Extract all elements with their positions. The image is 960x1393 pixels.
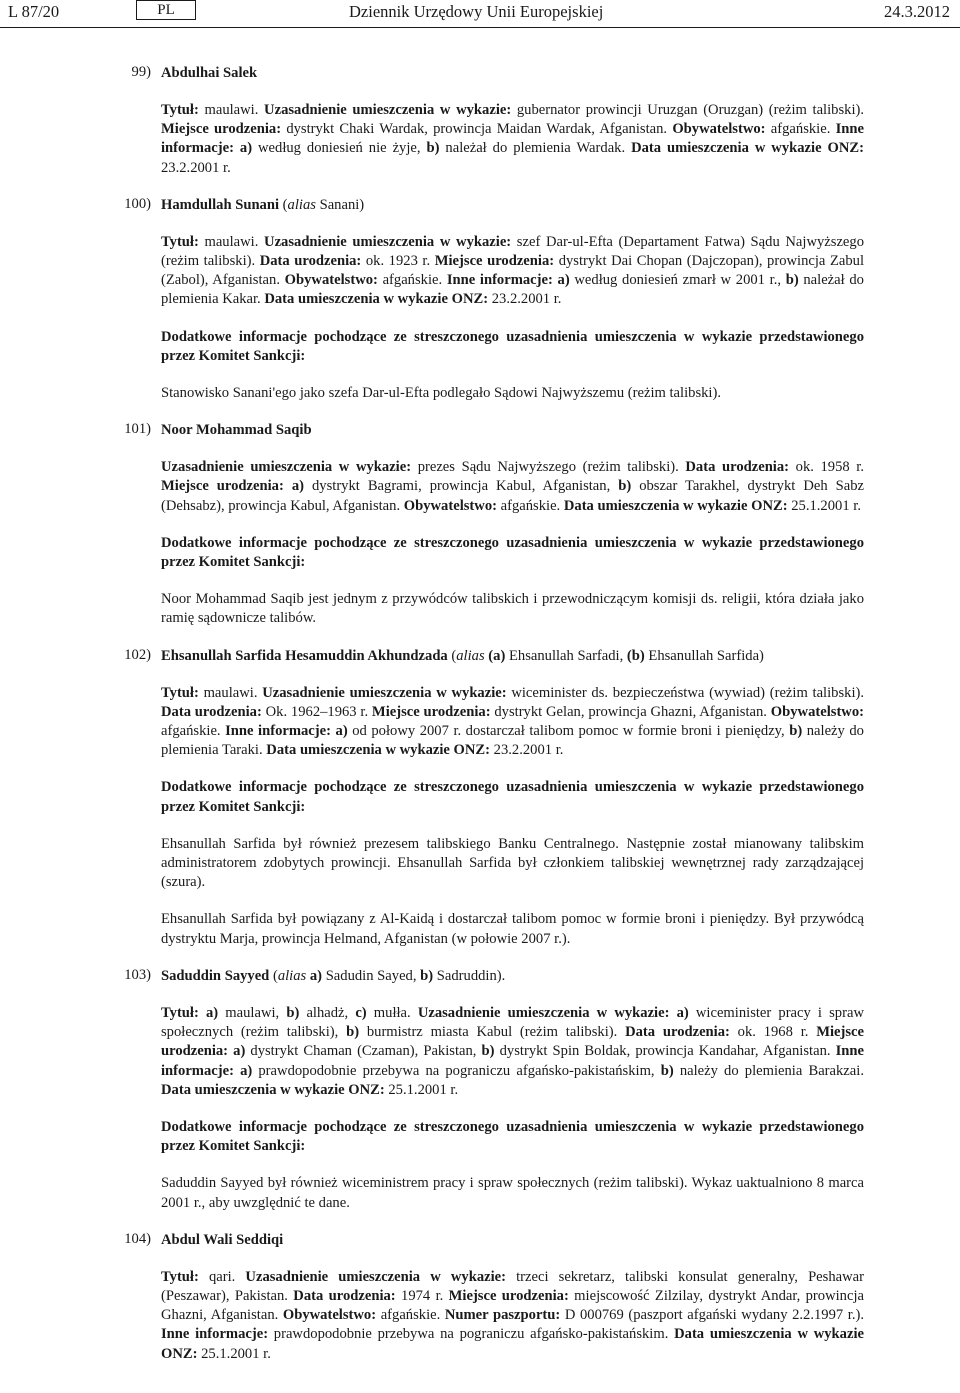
entry-alias: (alias Sanani) [279, 196, 365, 213]
entry-name-text: Abdulhai Salek [161, 65, 258, 81]
entry-number: 99) [131, 64, 151, 80]
entry-paragraph: Dodatkowe informacje pochodzące ze streszczonego uzasadnienia umieszczenia w wykazie przedstawionego przez Komitet Sankcji: [161, 1118, 864, 1155]
entry-name [161, 967, 960, 986]
list-entry [0, 64, 960, 178]
entry-paragraph: Tytuł: maulawi. Uzasadnienie umieszczenia w wykazie: gubernator prowincji Uruzgan (Oruzgan) (reżim talibski). Miejsce urodzenia: dystrykt Chaki Wardak, prowincja Maidan Wardak, Afganistan. Obywatelstwo: afgańskie. Inne informacje: a) według doniesień nie żyje, b) należał do plemienia Wardak. Data umieszczenia w wykazie ONZ: 23.2.2001 r. [161, 102, 865, 176]
entry-name [161, 421, 960, 440]
entry-paragraph: Dodatkowe informacje pochodzące ze streszczonego uzasadnienia umieszczenia w wykazie przedstawionego przez Komitet Sankcji: [161, 328, 864, 364]
entry-name-text: Saduddin Sayyed [161, 967, 270, 984]
list-entry [0, 1231, 960, 1364]
entry-name-text: Abdul Wali Seddiqi [161, 1231, 284, 1248]
entry-number: 101) [124, 421, 151, 438]
entry-paragraph: Ehsanullah Sarfida był również prezesem talibskiego Banku Centralnego. Następnie został mianowany talibskim administratorem zdobytych prowincji. Ehsanullah Sarfida był członkiem talibskiej wewnętrznej rady zarządzającej (szura). [161, 835, 864, 891]
entry-number: 100) [124, 195, 151, 212]
entry-paragraph: Tytuł: a) maulawi, b) alhadż, c) mułła. Uzasadnienie umieszczenia w wykazie: a) wiceminister pracy i spraw społecznych (reżim talibski), b) burmistrz miasta Kabul (reżim talibski). Data urodzenia: ok. 1968 r. Miejsce urodzenia: a) dystrykt Chaman (Czaman), Pakistan, b) dystrykt Spin Boldak, prowincja Kandahar, Afganistan. Inne informacje: a) prawdopodobnie przebywa na pograniczu afgańsko-pakistańskim, b) należy do plemienia Barakzai. Data umieszczenia w wykazie ONZ: 25.1.2001 r. [161, 1004, 865, 1098]
entry-name [161, 1231, 960, 1250]
entry-name-text: Noor Mohammad Saqib [161, 422, 312, 439]
entry-paragraph: Stanowisko Sanani'ego jako szefa Dar-ul-Efta podlegało Sądowi Najwyższemu (reżim talibski). [161, 385, 721, 402]
entries-list [0, 64, 960, 1382]
page-header [0, 0, 960, 30]
entry-paragraph: Tytuł: maulawi. Uzasadnienie umieszczenia w wykazie: szef Dar-ul-Efta (Departament Fatwa) Sądu Najwyższego (reżim talibski). Data urodzenia: ok. 1923 r. Miejsce urodzenia: dystrykt Dai Chopan (Dajczopan), prowincja Zabul (Zabol), Afganistan. Obywatelstwo: afgańskie. Inne informacje: a) według doniesień zmarł w 2001 r., b) należał do plemienia Kakar. Data umieszczenia w wykazie ONZ: 23.2.2001 r. [161, 233, 865, 308]
entry-number: 104) [124, 1230, 151, 1247]
entry-paragraph: Uzasadnienie umieszczenia w wykazie: prezes Sądu Najwyższego (reżim talibski). Data urodzenia: ok. 1958 r. Miejsce urodzenia: a) dystrykt Bagrami, prowincja Kabul, Afganistan, b) obszar Tarakhel, dystrykt Deh Sabz (Dehsabz), prowincja Kabul, Afganistan. Obywatelstwo: afgańskie. Data umieszczenia w wykazie ONZ: 25.1.2001 r. [161, 459, 865, 514]
entry-paragraph: Dodatkowe informacje pochodzące ze streszczonego uzasadnienia umieszczenia w wykazie przedstawionego przez Komitet Sankcji: [161, 779, 864, 815]
list-entry [0, 647, 960, 949]
entry-name-text: Hamdullah Sunani [161, 196, 280, 213]
entry-paragraph: Ehsanullah Sarfida był powiązany z Al-Kaidą i dostarczał talibom pomoc w formie broni i pieniędzy. Był przywódcą dystryktu Marja, prowincja Helmand, Afganistan (w połowie 2007 r.). [161, 911, 864, 947]
entry-paragraph: Tytuł: maulawi. Uzasadnienie umieszczenia w wykazie: wiceminister ds. bezpieczeństwa (wywiad) (reżim talibski). Data urodzenia: Ok. 1962–1963 r. Miejsce urodzenia: dystrykt Gelan, prowincja Ghazni, Afganistan. Obywatelstwo: afgańskie. Inne informacje: a) od połowy 2007 r. dostarczał talibom pomoc w formie broni i pieniędzy, b) należy do plemienia Taraki. Data umieszczenia w wykazie ONZ: 23.2.2001 r. [161, 684, 865, 759]
journal-title: Dziennik Urzędowy Unii Europejskiej [349, 2, 604, 21]
entry-name [161, 64, 960, 83]
publication-date: 24.3.2012 [884, 2, 950, 21]
entry-name [161, 647, 960, 666]
entry-alias: (alias a) Sadudin Sayed, b) Sadruddin). [269, 967, 506, 984]
language-box: PL [136, 0, 196, 20]
entry-name-text: Ehsanullah Sarfida Hesamuddin Akhundzada [161, 647, 448, 664]
entry-paragraph: Tytuł: qari. Uzasadnienie umieszczenia w wykazie: trzeci sekretarz, talibski konsulat generalny, Peshawar (Peszawar), Pakistan. Data urodzenia: 1974 r. Miejsce urodzenia: miejscowość Zilzilay, dystrykt Andar, prowincja Ghazni, Afganistan. Obywatelstwo: afgańskie. Numer paszportu: D 000769 (paszport afgański wydany 2.2.1997 r.). Inne informacje: prawdopodobnie przebywa na pograniczu afgańsko-pakistańskim. Data umieszczenia w wykazie ONZ: 25.1.2001 r. [161, 1268, 864, 1362]
page-reference: L 87/20 [8, 2, 60, 21]
entry-name [161, 196, 960, 215]
list-entry [0, 421, 960, 628]
entry-paragraph: Dodatkowe informacje pochodzące ze streszczonego uzasadnienia umieszczenia w wykazie przedstawionego przez Komitet Sankcji: [161, 534, 864, 571]
list-entry [0, 967, 960, 1213]
entry-paragraph: Noor Mohammad Saqib jest jednym z przywódców talibskich i przewodniczącym komisji ds. religii, która działa jako ramię sądownicze talibów. [161, 591, 864, 627]
list-entry [0, 196, 960, 403]
entry-paragraph: Saduddin Sayyed był również wiceministrem pracy i spraw społecznych (reżim talibski). Wykaz uaktualniono 8 marca 2001 r., aby uwzględnić te dane. [161, 1175, 864, 1211]
entry-number: 103) [124, 966, 151, 983]
entry-alias: (alias (a) Ehsanullah Sarfadi, (b) Ehsanullah Sarfida) [447, 647, 764, 664]
header-rule [0, 27, 960, 28]
entry-number: 102) [124, 646, 151, 663]
